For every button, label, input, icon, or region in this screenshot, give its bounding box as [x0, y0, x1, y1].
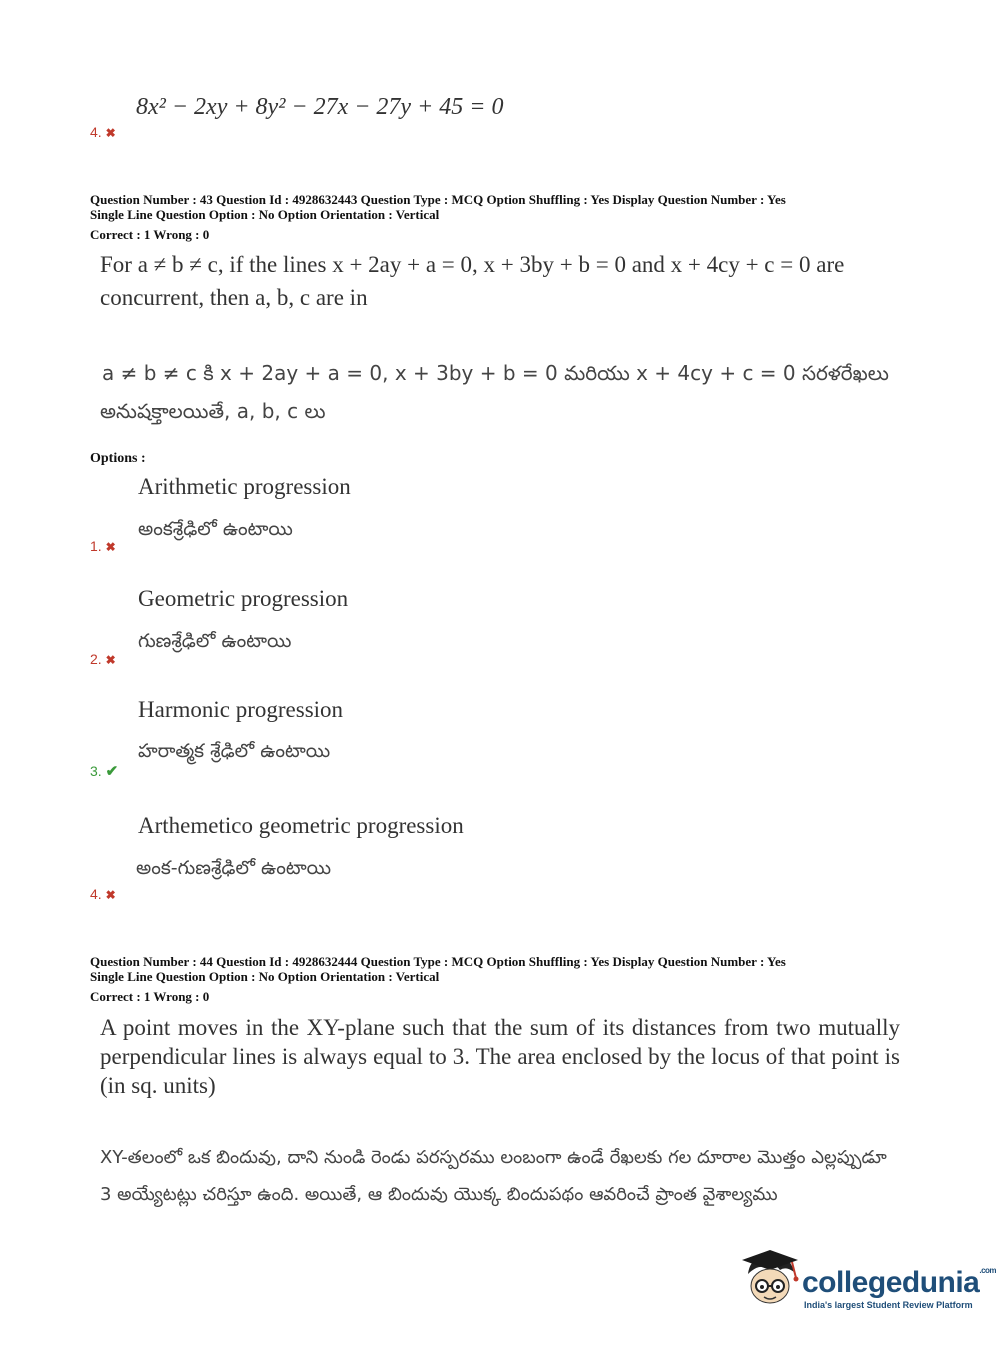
- question-meta-line2: Single Line Question Option : No Option Orientation : Vertical: [90, 969, 440, 984]
- option-number-label: 3.: [90, 763, 102, 779]
- question-text-en: A point moves in the XY-plane such that the sum of its distances from two mutually perpendicular lines is always equal to 3. The area enclosed by the locus of that point is (in sq. units): [100, 1015, 900, 1098]
- option-4-marker: [90, 886, 116, 902]
- cross-icon: ✖: [105, 540, 116, 554]
- option-number-label: 2.: [90, 651, 102, 667]
- option-2-text-en: Geometric progression: [138, 586, 349, 611]
- question-meta-line3: Correct : 1 Wrong : 0: [90, 989, 210, 1004]
- cross-icon: ✖: [105, 126, 116, 140]
- logo-tagline: India's largest Student Review Platform: [804, 1300, 973, 1310]
- question-text-en-line1: For a ≠ b ≠ c, if the lines x + 2ay + a = 0, x + 3by + b = 0 and x + 4cy + c = 0 are: [100, 252, 845, 277]
- question-meta-line1: Question Number : 44 Question Id : 4928632444 Question Type : MCQ Option Shuffling : Yes Display Question Number : Yes: [90, 954, 786, 969]
- option-3-marker: [90, 762, 118, 780]
- option-number-label: 1.: [90, 538, 102, 554]
- option-1-text-en: Arithmetic progression: [138, 474, 351, 499]
- option-number-label: 4.: [90, 886, 102, 902]
- option-2-marker: [90, 651, 116, 667]
- option-number-label: 4.: [90, 124, 102, 140]
- question-text-en-line2: concurrent, then a, b, c are in: [100, 285, 368, 310]
- cross-icon: ✖: [105, 888, 116, 902]
- option-1-marker: [90, 538, 116, 554]
- mascot-icon: [740, 1248, 802, 1310]
- prev-option-equation: 8x² − 2xy + 8y² − 27x − 27y + 45 = 0: [136, 94, 504, 120]
- question-meta-line3: Correct : 1 Wrong : 0: [90, 227, 210, 242]
- option-4-text-te: అంక-గుణశ్రేఢిలో ఉంటాయి: [136, 857, 332, 879]
- question-meta-line2: Single Line Question Option : No Option Orientation : Vertical: [90, 207, 440, 222]
- option-3-text-en: Harmonic progression: [138, 697, 344, 722]
- question-text-te: XY-తలంలో ఒక బిందువు, దాని నుండి రెండు పరస్పరము లంబంగా ఉండే రేఖలకు గల దూరాల మొత్తం ఎల్లప్పుడూ 3 అయ్యేటట్లు చరిస్తూ ఉంది. అయితే, ఆ బిందువు యొక్క బిందుపథం ఆవరించే ప్రాంత వైశాల్యము: [100, 1147, 887, 1205]
- checkmark-icon: ✔: [105, 763, 119, 780]
- logo-suffix: .com: [979, 1266, 997, 1275]
- option-2-text-te: గుణశ్రేఢిలో ఉంటాయి: [138, 630, 292, 652]
- option-4-text-en: Arthemetico geometric progression: [138, 813, 464, 838]
- question-text-te-line2: అనుషక్తాలయితే, a, b, c లు: [100, 399, 326, 423]
- option-1-text-te: అంకశ్రేఢిలో ఉంటాయి: [138, 518, 293, 540]
- prev-option-number: [90, 124, 116, 140]
- cross-icon: ✖: [105, 653, 116, 667]
- question-text-te-line1: a ≠ b ≠ c కి x + 2ay + a = 0, x + 3by + b = 0 మరియు x + 4cy + c = 0 సరళరేఖలు: [102, 361, 889, 385]
- question-meta-line1: Question Number : 43 Question Id : 4928632443 Question Type : MCQ Option Shuffling : Yes Display Question Number : Yes: [90, 192, 786, 207]
- logo-name: collegedunia: [802, 1266, 980, 1299]
- options-label: Options :: [90, 451, 146, 466]
- option-3-text-te: హరాత్మక శ్రేఢిలో ఉంటాయి: [138, 740, 331, 762]
- collegedunia-logo: [740, 1248, 997, 1318]
